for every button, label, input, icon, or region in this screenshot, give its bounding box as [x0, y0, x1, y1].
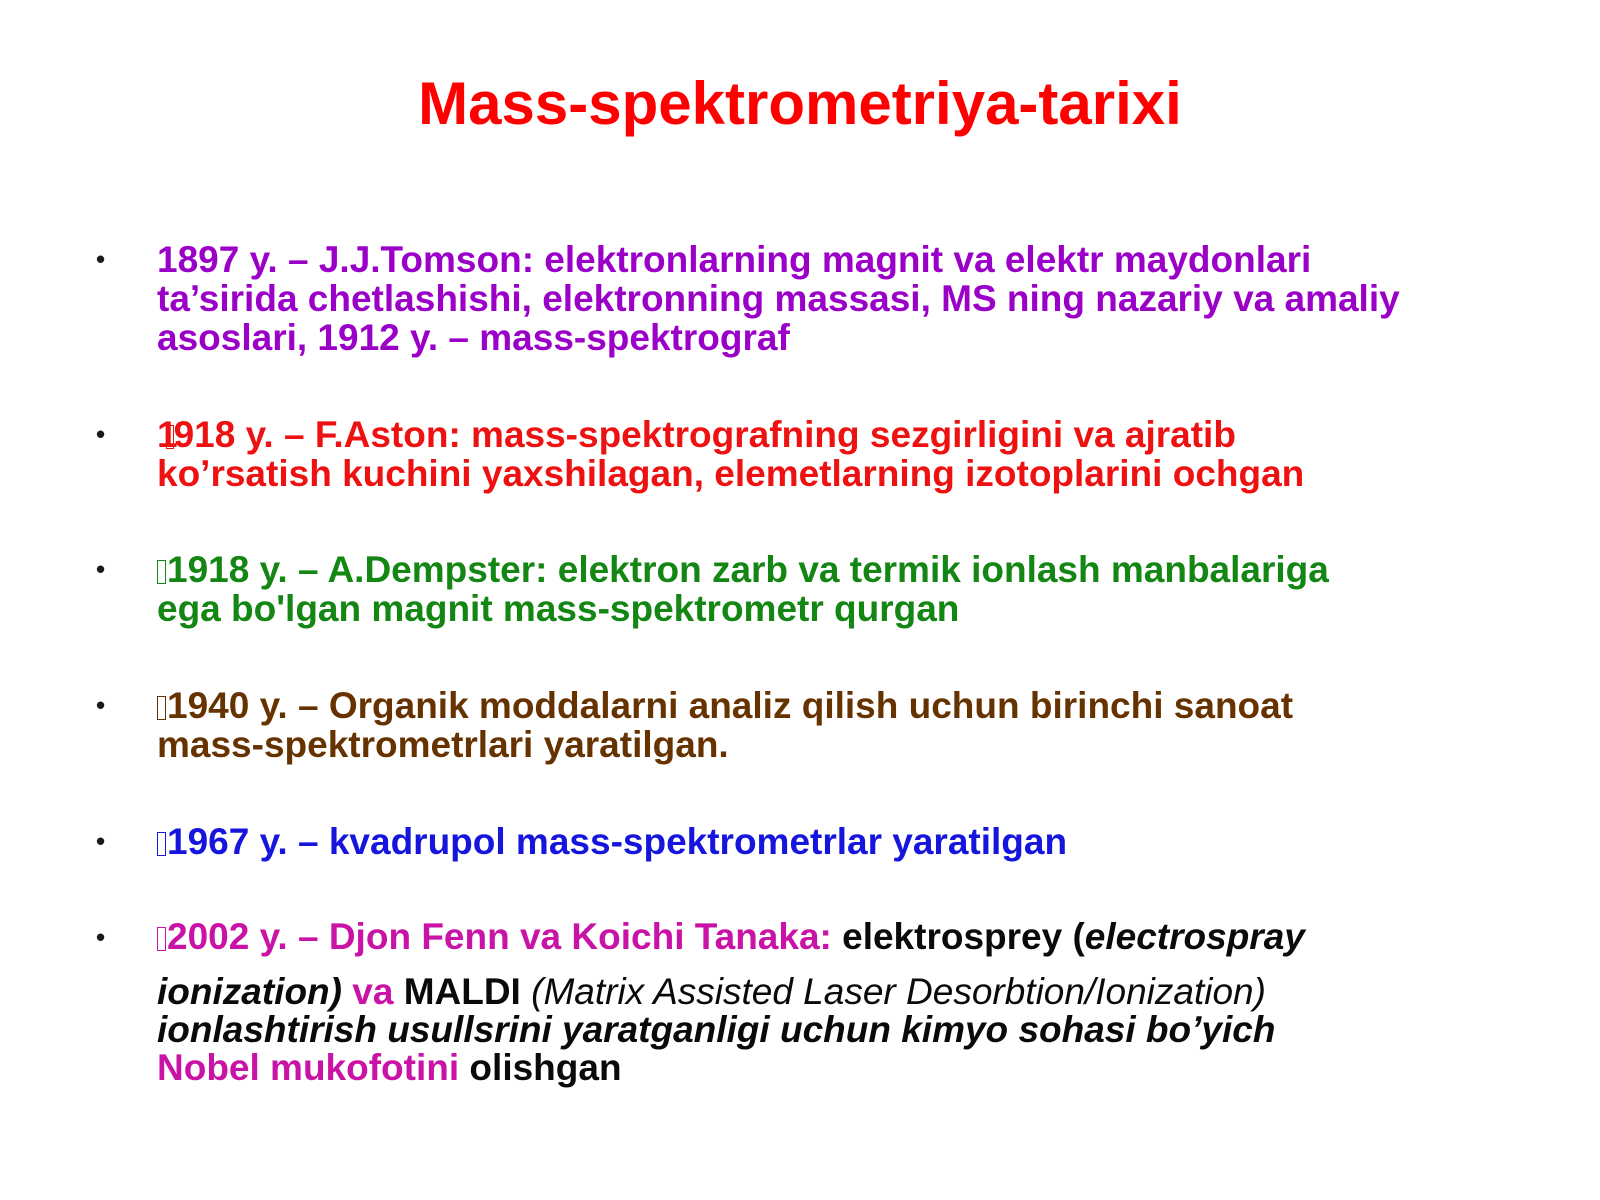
- item-segment: Nobel mukofotini: [157, 1047, 460, 1088]
- item-text: [157, 822, 1557, 861]
- bullet-dot-icon: •: [96, 244, 106, 274]
- item-line: asoslari, 1912 y. – mass-spektrograf: [157, 317, 790, 358]
- item-line: [157, 415, 1557, 454]
- item-text: [157, 550, 1557, 628]
- bullet-dot-icon: •: [96, 419, 106, 449]
- item-text: [157, 240, 1557, 357]
- item-segment: (Matrix Assisted Laser Desorbtion/Ionization): [520, 971, 1266, 1012]
- item-line: [157, 973, 1557, 1011]
- bullet-dot-icon: •: [96, 554, 106, 584]
- missing-glyph-icon: [157, 560, 166, 584]
- item-line: [157, 822, 1557, 861]
- slide-title: Mass-spektrometriya-tarixi: [418, 70, 1182, 137]
- item-line: ionlashtirish usullsrini yaratganligi uchun kimyo sohasi bo’yich: [157, 1009, 1276, 1050]
- item-segment: electrospray: [1084, 916, 1305, 957]
- item-line: mass-spektrometrlari yaratilgan.: [157, 724, 729, 765]
- item-segment: va: [341, 971, 404, 1012]
- missing-glyph-icon: [157, 927, 166, 951]
- item-segment: olishgan: [459, 1047, 622, 1088]
- item-line-text: 1918 y. – A.Dempster: elektron zarb va termik ionlash manbalariga: [167, 549, 1329, 590]
- item-text: [157, 686, 1557, 764]
- item-text: [157, 415, 1557, 493]
- item-segment: elektrosprey (: [842, 916, 1085, 957]
- bullet-dot-icon: •: [96, 826, 106, 856]
- item-line-text: 1940 y. – Organik moddalarni analiz qilish uchun birinchi sanoat: [167, 685, 1294, 726]
- item-line: [157, 550, 1557, 589]
- item-line-start: 1: [157, 414, 178, 455]
- item-line-rest: 918 y. – F.Aston: mass-spektrografning sezgirligini va ajratib: [173, 414, 1236, 455]
- bullet-dot-icon: •: [96, 922, 106, 952]
- item-line: ega bo'lgan magnit mass-spektrometr qurgan: [157, 588, 960, 629]
- item-line-text: 1967 y. – kvadrupol mass-spektrometrlar yaratilgan: [167, 821, 1068, 862]
- item-segment: ionization): [157, 971, 342, 1012]
- item-line: ko’rsatish kuchini yaxshilagan, elemetlarning izotoplarini ochgan: [157, 453, 1305, 494]
- item-text: [157, 918, 1557, 1087]
- item-line: ta’sirida chetlashishi, elektronning massasi, MS ning nazariy va amaliy: [157, 278, 1400, 319]
- missing-glyph-icon: [157, 696, 166, 720]
- item-line: 1897 y. – J.J.Tomson: elektronlarning magnit va elektr maydonlari: [157, 239, 1312, 280]
- item-line: [157, 918, 1557, 956]
- item-segment: 2002 y. – Djon Fenn va Koichi Tanaka:: [167, 916, 843, 957]
- bullet-dot-icon: •: [96, 690, 106, 720]
- item-segment: MALDI: [403, 971, 521, 1012]
- missing-glyph-icon: [157, 832, 166, 856]
- item-line: [157, 686, 1557, 725]
- item-line: [157, 1049, 1557, 1087]
- missing-glyph-icon: [166, 425, 174, 449]
